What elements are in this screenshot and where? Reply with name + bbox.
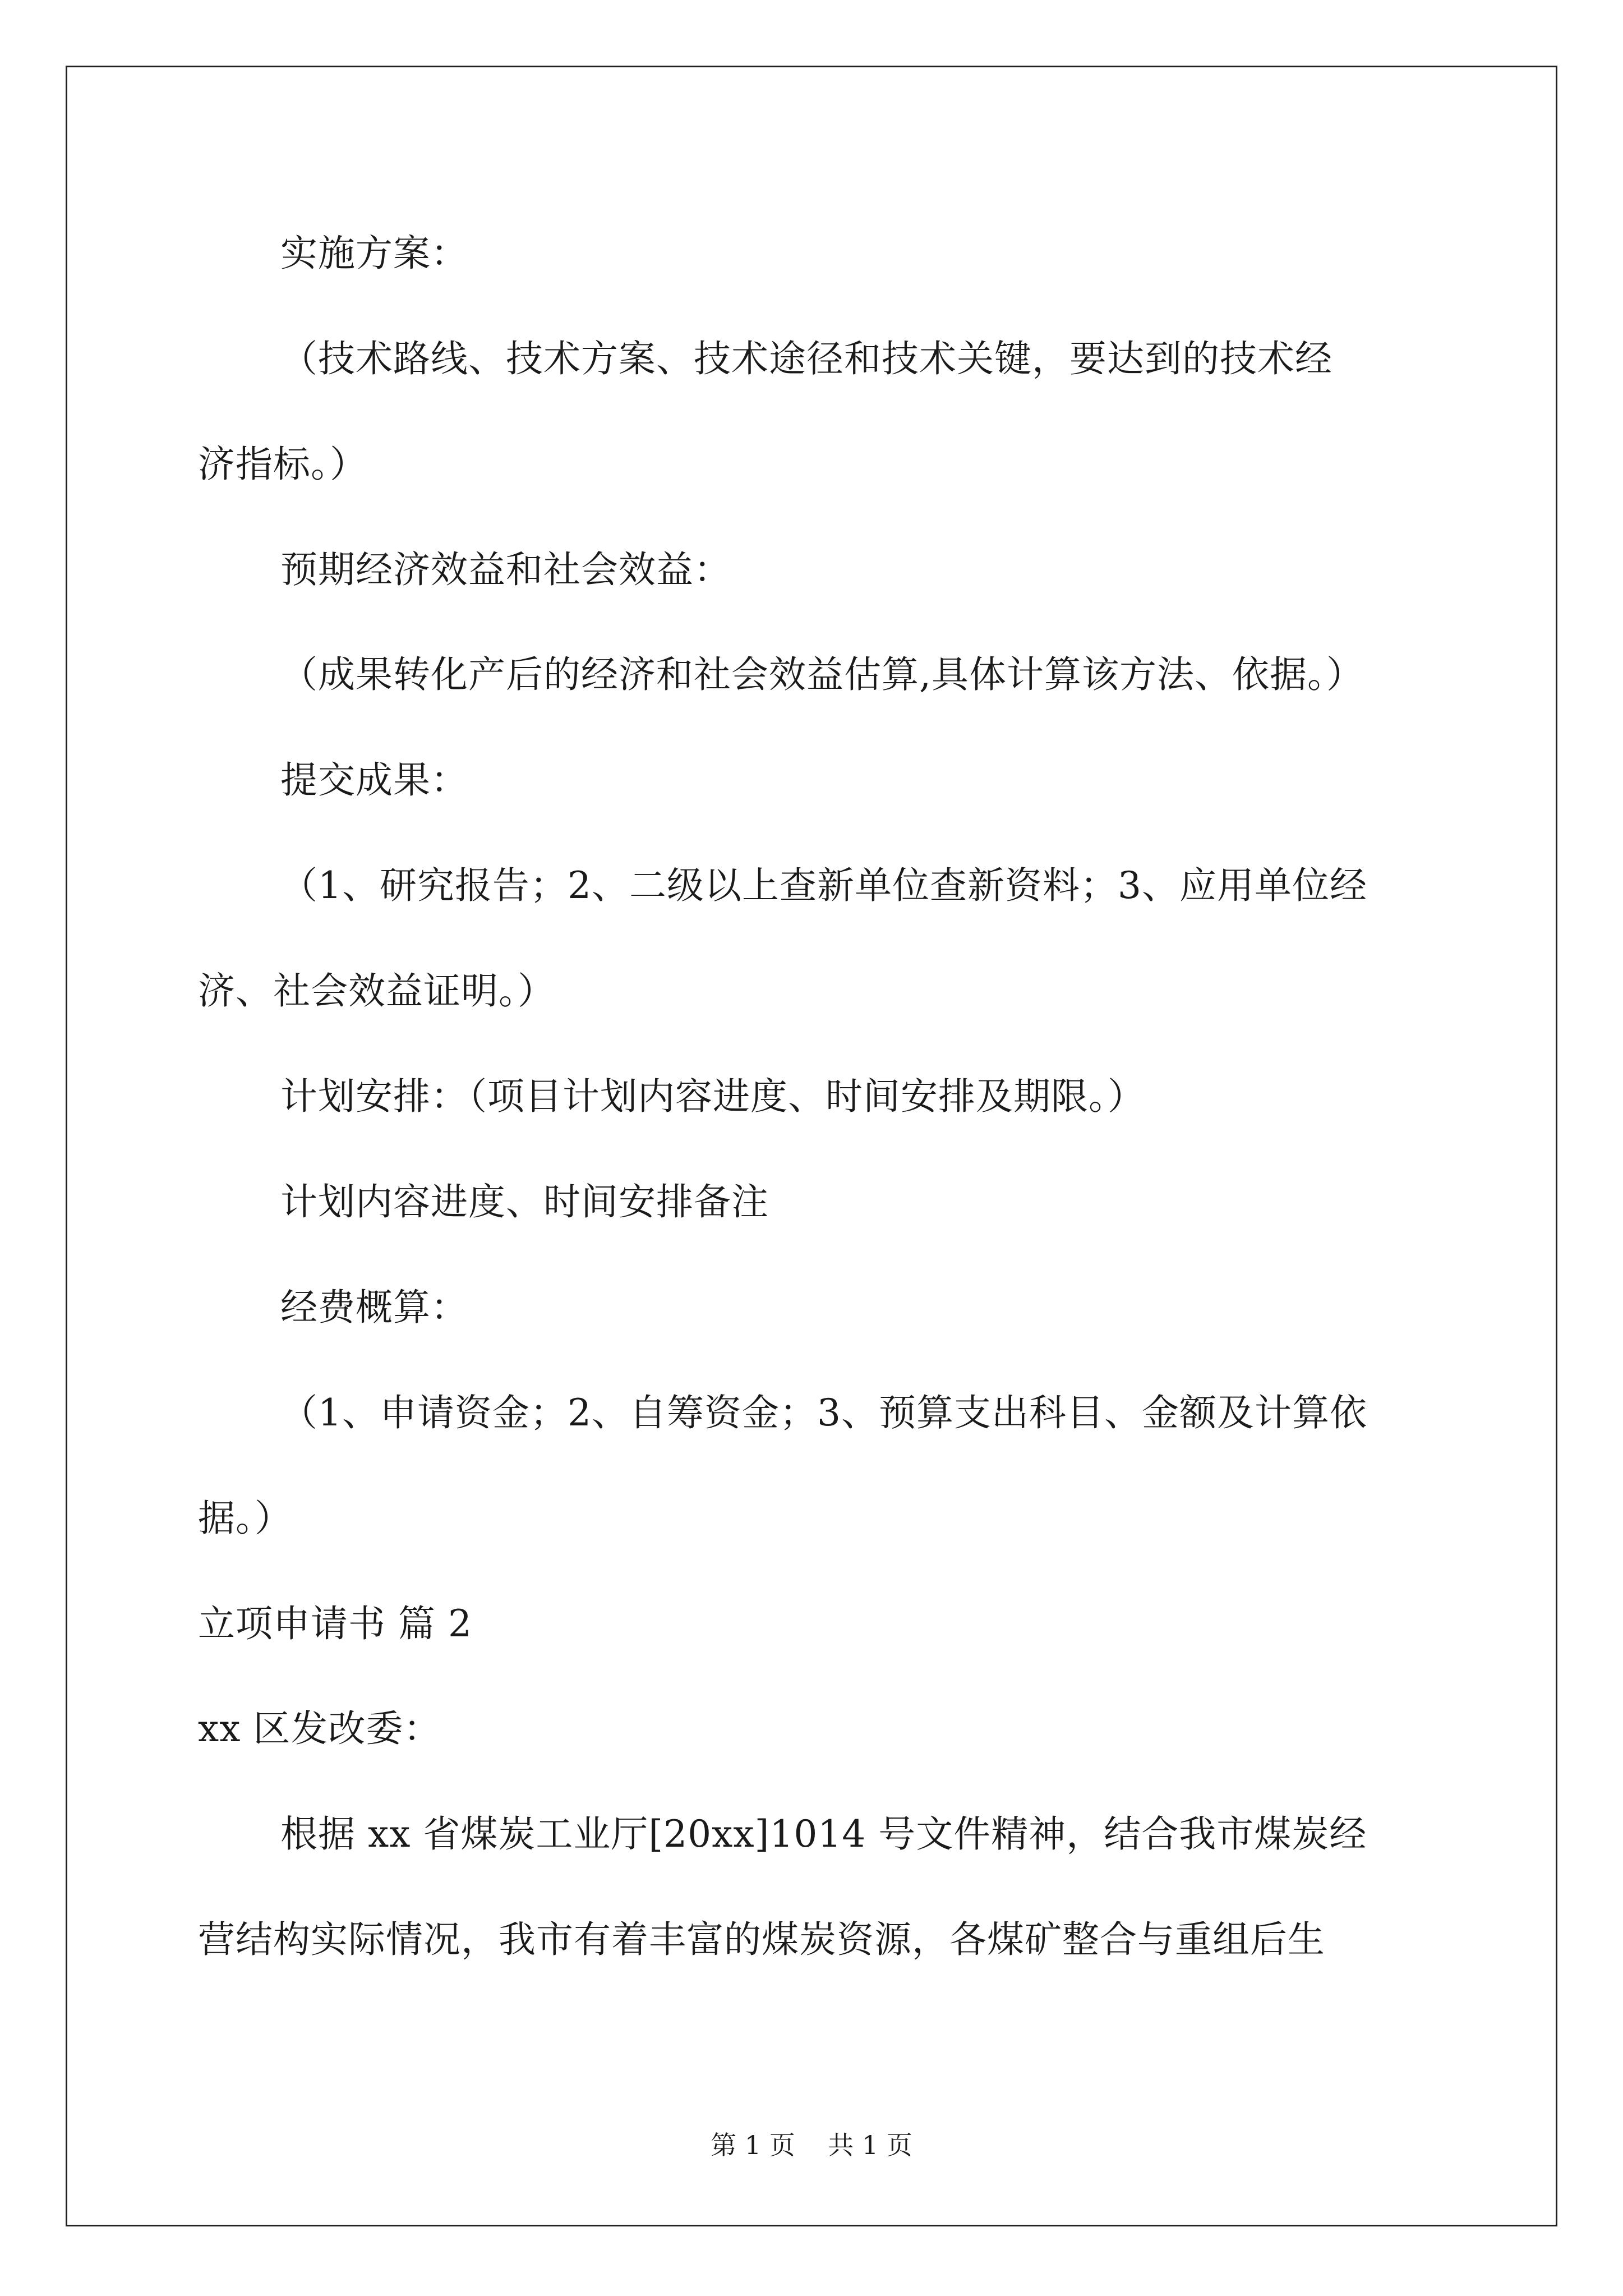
paragraph-line: 营结构实际情况，我市有着丰富的煤炭资源，各煤矿整合与重组后生 — [198, 1918, 1325, 1961]
section-heading: 立项申请书 篇 2 — [198, 1602, 472, 1645]
paragraph-line: （1、申请资金；2、自筹资金；3、预算支出科目、金额及计算依 — [280, 1391, 1367, 1434]
paragraph-line: 据。） — [198, 1497, 292, 1540]
paragraph-line: 计划内容进度、时间安排备注 — [280, 1180, 769, 1223]
paragraph-line: 济指标。） — [198, 443, 367, 486]
paragraph-line: 济、社会效益证明。） — [198, 969, 555, 1013]
paragraph-line: xx 区发改委： — [198, 1707, 441, 1750]
paragraph-line: 实施方案： — [280, 232, 468, 275]
paragraph-line: （1、研究报告；2、二级以上查新单位查新资料；3、应用单位经 — [280, 864, 1367, 907]
page-number: 第 1 页 共 1 页 — [711, 2130, 912, 2160]
paragraph-line: 计划安排：（项目计划内容进度、时间安排及期限。） — [280, 1075, 1145, 1118]
paragraph-line: 根据 xx 省煤炭工业厅[20xx]1014 号文件精神，结合我市煤炭经 — [280, 1812, 1367, 1856]
page-border — [66, 66, 1557, 2226]
paragraph-line: （成果转化产后的经济和社会效益估算,具体计算该方法、依据。） — [280, 653, 1364, 696]
paragraph-line: 预期经济效益和社会效益： — [280, 548, 731, 591]
paragraph-line: 经费概算： — [280, 1286, 468, 1329]
paragraph-line: 提交成果： — [280, 758, 468, 802]
paragraph-line: （技术路线、技术方案、技术途径和技术关键，要达到的技术经 — [280, 337, 1332, 380]
